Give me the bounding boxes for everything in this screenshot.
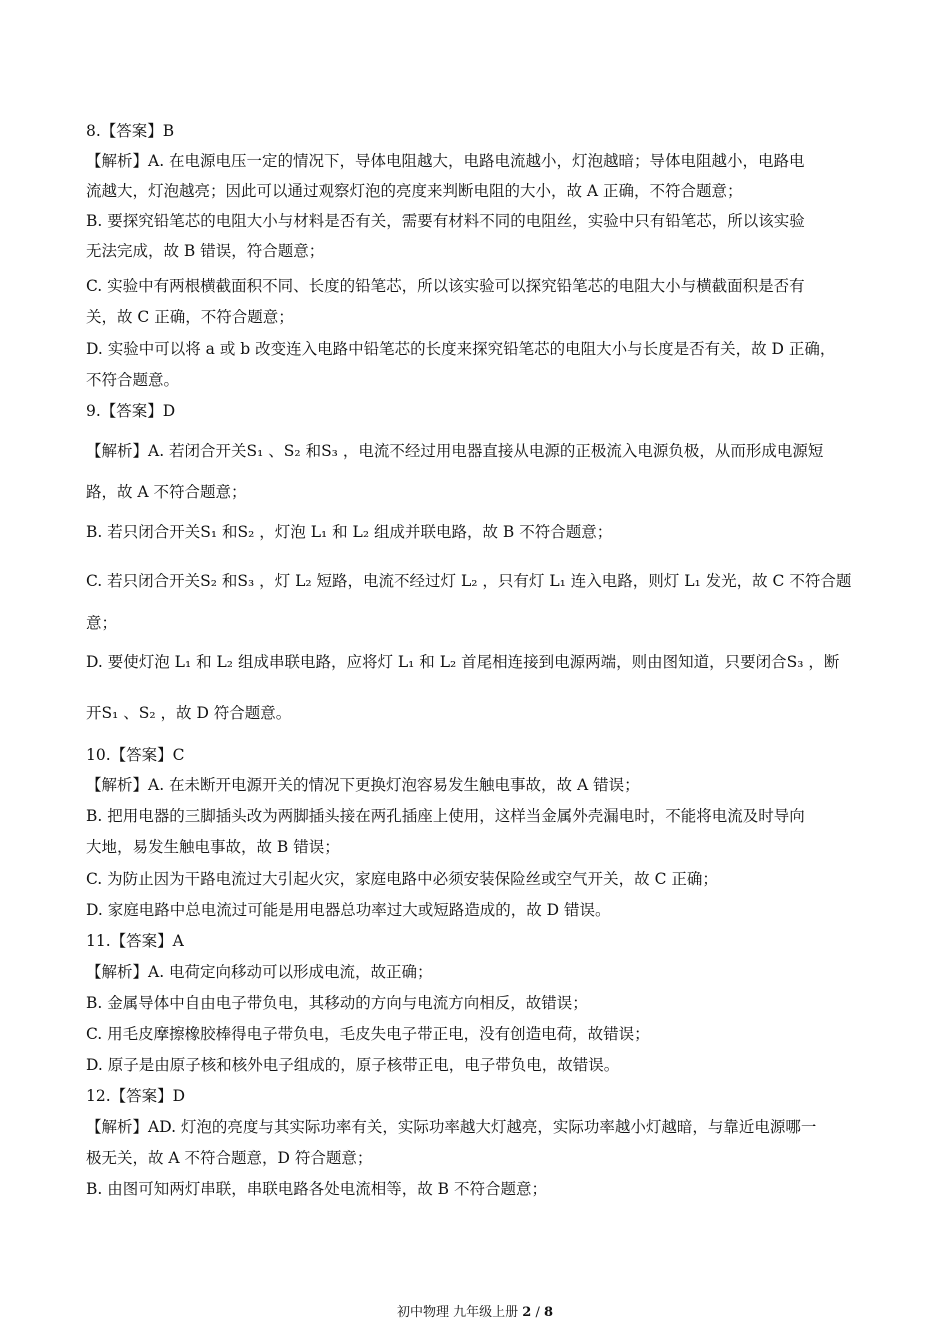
q9-analysis-line: 路，故 A 不符合题意；	[86, 483, 247, 501]
q8-analysis-line: D. 实验中可以将 a 或 b 改变连入电路中铅笔芯的长度来探究铅笔芯的电阻大小与长度是否有关，故 D 正确，	[86, 340, 836, 358]
q11-analysis-line: 【解析】A. 电荷定向移动可以形成电流，故正确；	[86, 963, 433, 981]
q10-answer: 10.【答案】C	[86, 746, 185, 764]
q9-analysis-line: C. 若只闭合开关S₂ 和S₃ ，灯 L₂ 短路，电流不经过灯 L₂ ，只有灯 L₁ 连入电路，则灯 L₁ 发光，故 C 不符合题	[86, 572, 852, 590]
q10-analysis-line: C. 为防止因为干路电流过大引起火灾，家庭电路中必须安装保险丝或空气开关，故 C 正确；	[86, 870, 718, 888]
q8-analysis-line: 【解析】A. 在电源电压一定的情况下，导体电阻越大，电路电流越小，灯泡越暗；导体电阻越小，电路电	[86, 152, 805, 170]
q12-analysis-line: 极无关，故 A 不符合题意，D 符合题意；	[86, 1149, 373, 1167]
page-number: 2	[522, 1305, 532, 1320]
q8-analysis-line: 流越大，灯泡越亮；因此可以通过观察灯泡的亮度来判断电阻的大小，故 A 正确，不符合题意；	[86, 182, 743, 200]
page-total: 8	[543, 1305, 554, 1320]
q11-analysis-line: D. 原子是由原子核和核外电子组成的，原子核带正电，电子带负电，故错误。	[86, 1056, 620, 1074]
q8-answer: 8.【答案】B	[86, 122, 175, 140]
q10-analysis-line: 大地，易发生触电事故，故 B 错误；	[86, 838, 340, 856]
q9-analysis-line: B. 若只闭合开关S₁ 和S₂ ，灯泡 L₁ 和 L₂ 组成并联电路，故 B 不符合题意；	[86, 523, 613, 541]
q9-analysis-line: 【解析】A. 若闭合开关S₁ 、S₂ 和S₃ ，电流不经过用电器直接从电源的正极流入电源负极，从而形成电源短	[86, 442, 824, 460]
q11-analysis-line: B. 金属导体中自由电子带负电，其移动的方向与电流方向相反，故错误；	[86, 994, 588, 1012]
q10-analysis-line: D. 家庭电路中总电流过可能是用电器总功率过大或短路造成的，故 D 错误。	[86, 901, 611, 919]
q8-analysis-line: B. 要探究铅笔芯的电阻大小与材料是否有关，需要有材料不同的电阻丝，实验中只有铅笔芯，所以该实验	[86, 212, 805, 230]
q9-analysis-line: D. 要使灯泡 L₁ 和 L₂ 组成串联电路，应将灯 L₁ 和 L₂ 首尾相连接到电源两端，则由图知道，只要闭合S₃ ，断	[86, 653, 840, 671]
q8-analysis-line: 关，故 C 正确，不符合题意；	[86, 308, 294, 326]
page-footer	[0, 1301, 950, 1320]
q12-answer: 12.【答案】D	[86, 1087, 186, 1105]
q11-answer: 11.【答案】A	[86, 932, 184, 950]
q9-analysis-line: 意；	[86, 614, 118, 632]
q10-analysis-line: B. 把用电器的三脚插头改为两脚插头接在两孔插座上使用，这样当金属外壳漏电时，不能将电流及时导向	[86, 807, 805, 825]
footer-label: 初中物理 九年级上册	[396, 1305, 519, 1320]
q9-analysis-line: 开S₁ 、S₂ ，故 D 符合题意。	[86, 704, 292, 722]
q10-analysis-line: 【解析】A. 在未断开电源开关的情况下更换灯泡容易发生触电事故，故 A 错误；	[86, 776, 640, 794]
q8-analysis-line: 无法完成，故 B 错误，符合题意；	[86, 242, 325, 260]
q11-analysis-line: C. 用毛皮摩擦橡胶棒得电子带负电，毛皮失电子带正电，没有创造电荷，故错误；	[86, 1025, 650, 1043]
page-separator: /	[535, 1305, 540, 1320]
q8-analysis-line: 不符合题意。	[86, 371, 180, 389]
q12-analysis-line: B. 由图可知两灯串联，串联电路各处电流相等，故 B 不符合题意；	[86, 1180, 547, 1198]
q8-analysis-line: C. 实验中有两根横截面积不同、长度的铅笔芯，所以该实验可以探究铅笔芯的电阻大小与横截面积是否有	[86, 277, 805, 295]
q9-answer: 9.【答案】D	[86, 402, 176, 420]
q12-analysis-line: 【解析】AD. 灯泡的亮度与其实际功率有关，实际功率越大灯越亮，实际功率越小灯越暗，与靠近电源哪一	[86, 1118, 817, 1136]
